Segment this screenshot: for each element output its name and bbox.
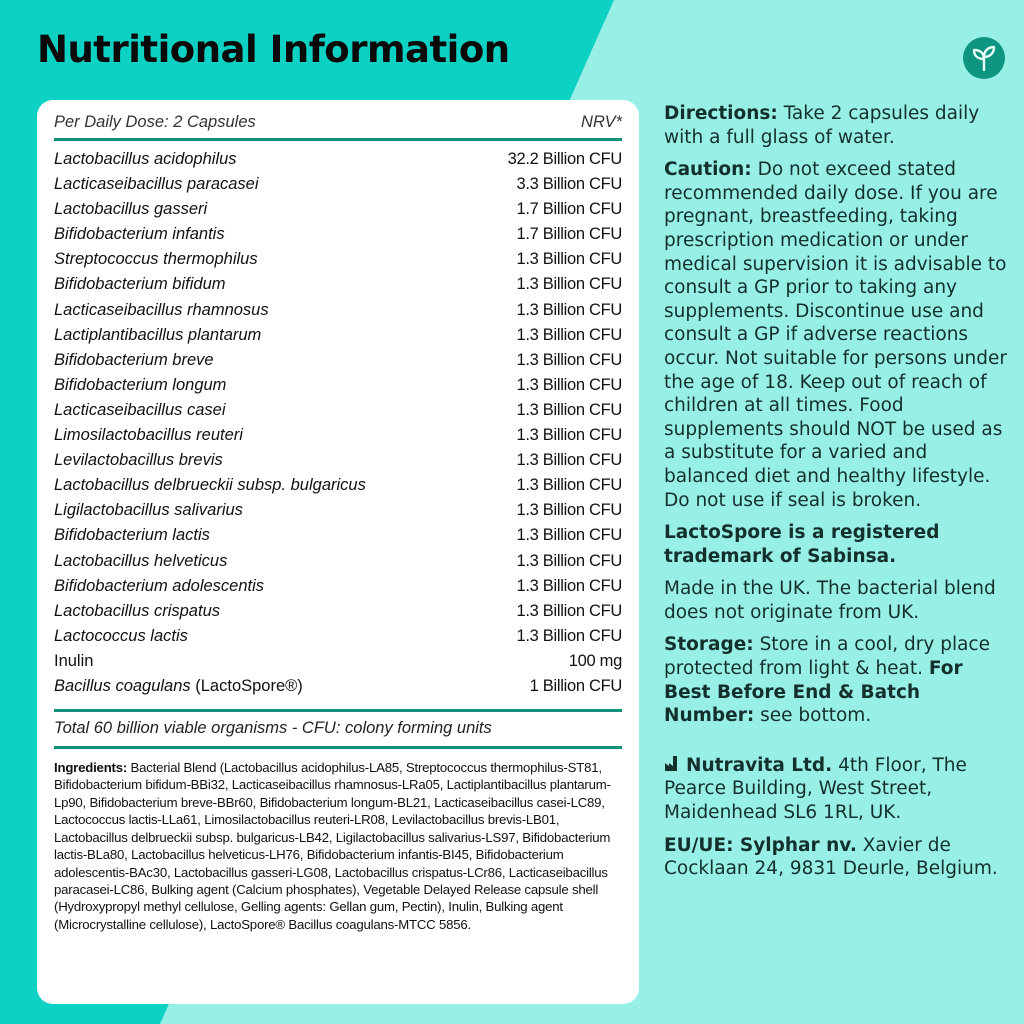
nutrient-name: Bifidobacterium longum	[54, 375, 227, 394]
nutrient-name: Bifidobacterium infantis	[54, 225, 225, 244]
table-row	[54, 523, 622, 548]
nutrient-name: Bifidobacterium breve	[54, 350, 214, 369]
trademark-text: LactoSpore is a registered trademark of Sabinsa.	[664, 522, 940, 567]
table-row	[54, 398, 622, 423]
nutrient-name-group	[54, 674, 303, 699]
nutrient-value: 1.7 Billion CFU	[516, 225, 622, 244]
nutrient-name: Levilactobacillus brevis	[54, 451, 223, 470]
bbe-text: see bottom.	[754, 705, 872, 727]
nutrient-value: 1.3 Billion CFU	[516, 526, 622, 545]
nutrient-value: 1.3 Billion CFU	[516, 300, 622, 319]
nutrient-value: 1 Billion CFU	[529, 676, 622, 695]
nutrient-value: 1.3 Billion CFU	[516, 275, 622, 294]
table-row	[54, 423, 622, 448]
table-row	[54, 172, 622, 197]
nutrient-value: 1.3 Billion CFU	[516, 476, 622, 495]
nutrient-value: 1.3 Billion CFU	[516, 551, 622, 570]
nutrient-name: Lactococcus lactis	[54, 626, 188, 645]
nutrient-value: 1.3 Billion CFU	[516, 576, 622, 595]
nutrient-value: 1.3 Billion CFU	[516, 626, 622, 645]
nutrient-name: Lactiplantibacillus plantarum	[54, 325, 262, 344]
nutrient-value: 1.3 Billion CFU	[516, 350, 622, 369]
table-row	[54, 147, 622, 172]
trademark-note	[664, 521, 1014, 568]
nutrient-value: 32.2 Billion CFU	[507, 150, 622, 168]
table-row	[54, 348, 622, 373]
manufacturer-name: Nutravita Ltd.	[686, 754, 833, 776]
nutrient-value: 1.3 Billion CFU	[516, 250, 622, 269]
table-row	[54, 574, 622, 599]
nutrient-value: 1.3 Billion CFU	[516, 325, 622, 344]
nutrient-name: Bifidobacterium bifidum	[54, 275, 226, 294]
table-row	[54, 272, 622, 297]
nutrient-value: 1.3 Billion CFU	[516, 501, 622, 520]
nutrient-name: Bifidobacterium lactis	[54, 526, 210, 545]
plant-sprout-icon	[963, 37, 1005, 79]
directions-label: Directions:	[664, 103, 778, 124]
nutrient-name: Lactobacillus acidophilus	[54, 150, 237, 168]
table-row	[54, 674, 622, 699]
nutrient-name: Lacticaseibacillus casei	[54, 400, 226, 419]
nutrient-value: 1.3 Billion CFU	[516, 601, 622, 620]
storage-label: Storage:	[664, 634, 754, 656]
dose-header: Per Daily Dose: 2 Capsules	[54, 113, 256, 131]
table-row	[54, 373, 622, 398]
storage-block	[664, 633, 1014, 727]
manufacturer-address: 4th Floor, The Pearce Building, West Street, Maidenhead SL6 1RL, UK.	[664, 754, 967, 824]
directions-block	[664, 102, 1014, 149]
nutrition-card	[37, 100, 639, 1004]
bbe-label: For Best Before End & Batch Number:	[664, 658, 963, 727]
ingredients-text	[54, 749, 622, 933]
origin-note: Made in the UK. The bacterial blend does not originate from UK.	[664, 578, 996, 623]
eu-representative-block	[664, 834, 1014, 881]
nutrient-value: 1.7 Billion CFU	[516, 200, 622, 219]
table-row	[54, 448, 622, 473]
nutrient-value: 100 mg	[568, 651, 622, 670]
nutrient-value: 1.3 Billion CFU	[516, 451, 622, 470]
caution-text: Do not exceed stated recommended daily dose. If you are pregnant, breastfeeding, taking prescription medication or under medical supervision it is advisable to consult a GP prior to taking any supplements. Discontinue use and consult a GP if adverse reactions occur. Not suitable for persons under the age of 18. Keep out of reach of children at all times. Food supplements should NOT be used as a substitute for a varied and balanced diet and healthy lifestyle. Do not use if seal is broken.	[664, 159, 1008, 511]
nutrient-name: Lactobacillus helveticus	[54, 551, 228, 570]
ingredients-body: Bacterial Blend (Lactobacillus acidophilus-LA85, Streptococcus thermophilus-ST81, Bifidobacterium bifidum-BBi32, Lacticaseibacillus rhamnosus-LRa05, Lactiplantibacillus plantarum-Lp90, Bifidobacterium breve-BBr60, Bifidobacterium longum-BL21, Lacticaseibacillus casei-LC89, Lactococcus lactis-LLa61, Limosilactobacillus reuteri-LR08, Levilactobacillus brevis-LB01, Lactobacillus delbrueckii subsp. bulgaricus-LB42, Ligilactobacillus salivarius-LS97, Bifidobacterium lactis-BLa80, Lactobacillus helveticus-LH76, Bifidobacterium infantis-BI45, Bifidobacterium adolescentis-BAc30, Lactobacillus gasseri-LG08, Lactobacillus crispatus-LCr86, Lacticaseibacillus paracasei-LC86, Bulking agent (Calcium phosphates), Vegetable Delayed Release capsule shell (Hydroxypropyl methyl cellulose, Gelling agents: Gellan gum, Pectin), Inulin, Bulking agent (Microcrystalline cellulose), LactoSpore® Bacillus coagulans-MTCC 5856.	[54, 760, 611, 932]
eu-address: Xavier de Cocklaan 24, 9831 Deurle, Belgium.	[664, 834, 998, 880]
nutrient-value: 1.3 Billion CFU	[516, 426, 622, 445]
eu-label: EU/UE: Sylphar nv.	[664, 834, 857, 856]
nutrient-name: Lactobacillus crispatus	[54, 601, 220, 620]
nutrient-name: Lacticaseibacillus rhamnosus	[54, 300, 269, 319]
table-row	[54, 197, 622, 222]
nutrient-name: Inulin	[54, 651, 94, 670]
ingredients-label: Ingredients:	[54, 760, 128, 776]
page-title: Nutritional Information	[37, 28, 510, 71]
nutrient-brand-suffix: (LactoSpore®)	[190, 676, 303, 695]
storage-text: Store in a cool, dry place protected from light & heat.	[664, 634, 990, 680]
table-header	[54, 110, 622, 141]
nutrient-value: 1.3 Billion CFU	[516, 375, 622, 394]
table-row	[54, 624, 622, 649]
nutrient-name: Ligilactobacillus salivarius	[54, 501, 243, 520]
table-row	[54, 649, 622, 674]
directions-text: Take 2 capsules daily with a full glass of water.	[664, 103, 980, 148]
table-row	[54, 222, 622, 247]
caution-label: Caution:	[664, 159, 752, 181]
nrv-header: NRV*	[581, 113, 622, 131]
nutrient-value: 1.3 Billion CFU	[516, 400, 622, 419]
nutrient-name: Bifidobacterium adolescentis	[54, 576, 265, 595]
info-column	[664, 102, 1014, 890]
table-row	[54, 599, 622, 624]
nutrient-table	[54, 141, 622, 699]
table-row	[54, 298, 622, 323]
nutrient-name: Lactobacillus gasseri	[54, 200, 208, 219]
total-cfu-note: Total 60 billion viable organisms - CFU: colony forming units	[54, 709, 622, 749]
nutrient-name: Streptococcus thermophilus	[54, 250, 258, 269]
nutrient-name: Limosilactobacillus reuteri	[54, 426, 243, 445]
caution-block	[664, 158, 1014, 512]
table-row	[54, 473, 622, 498]
table-row	[54, 498, 622, 523]
nutrient-name: Bacillus coagulans	[54, 676, 191, 695]
nutrient-name: Lactobacillus delbrueckii subsp. bulgaricus	[54, 476, 366, 495]
table-row	[54, 549, 622, 574]
nutrient-value: 3.3 Billion CFU	[516, 175, 622, 194]
manufacturer-block	[664, 754, 1014, 825]
nutrient-name: Lacticaseibacillus paracasei	[54, 175, 259, 194]
table-row	[54, 247, 622, 272]
table-row	[54, 323, 622, 348]
factory-icon	[664, 754, 680, 778]
